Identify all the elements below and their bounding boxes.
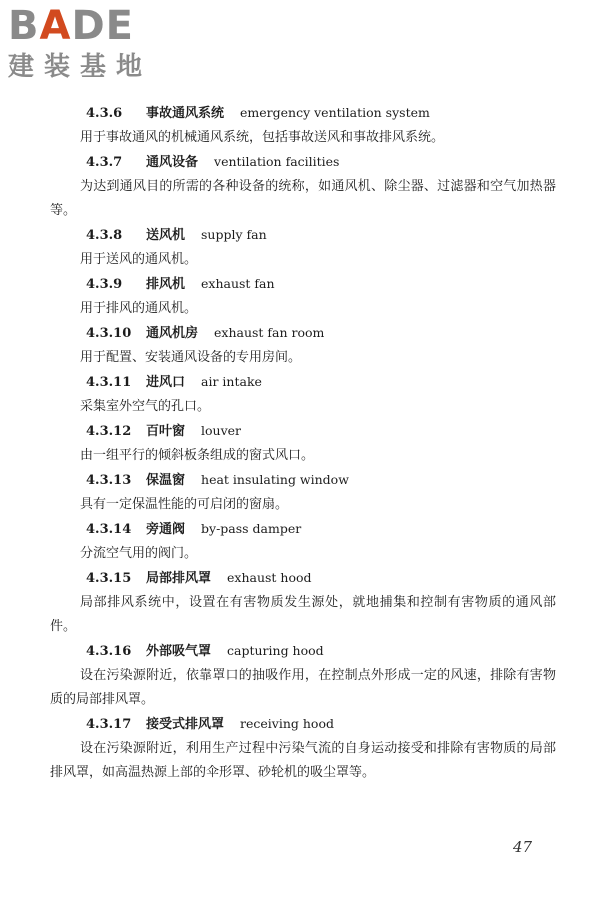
term-heading bbox=[86, 468, 556, 493]
term-definition: 用于事故通风的机械通风系统，包括事故送风和事故排风系统。 bbox=[80, 130, 445, 145]
term-chinese: 排风机 bbox=[146, 277, 186, 292]
logo-wordmark: BADE bbox=[8, 3, 134, 49]
glossary-entry bbox=[80, 517, 556, 566]
term-chinese: 事故通风系统 bbox=[146, 106, 225, 121]
term-heading bbox=[86, 639, 556, 664]
term-definition: 为达到通风目的所需的各种设备的统称，如通风机、除尘器、过滤器和空气加热器等。 bbox=[50, 179, 556, 218]
term-english: exhaust fan room bbox=[214, 325, 325, 340]
entry-number: 4.3.16 bbox=[86, 644, 132, 659]
term-chinese: 通风设备 bbox=[146, 155, 199, 170]
term-chinese: 百叶窗 bbox=[146, 424, 186, 439]
glossary-entry bbox=[80, 101, 556, 150]
page-number: 47 bbox=[513, 838, 533, 856]
term-chinese: 通风机房 bbox=[146, 326, 199, 341]
term-definition: 局部排风系统中，设置在有害物质发生源处，就地捕集和控制有害物质的通风部件。 bbox=[50, 595, 556, 634]
entry-number: 4.3.14 bbox=[86, 522, 132, 537]
term-english: louver bbox=[201, 423, 242, 438]
bade-logo bbox=[8, 4, 178, 82]
term-definition: 采集室外空气的孔口。 bbox=[80, 399, 211, 414]
glossary-entry bbox=[50, 712, 556, 785]
term-english: heat insulating window bbox=[201, 472, 349, 487]
entry-number: 4.3.6 bbox=[86, 106, 123, 121]
term-heading bbox=[86, 101, 556, 126]
term-chinese: 送风机 bbox=[146, 228, 186, 243]
entry-number: 4.3.9 bbox=[86, 277, 123, 292]
term-definition: 设在污染源附近，依靠罩口的抽吸作用，在控制点外形成一定的风速，排除有害物质的局部排风罩。 bbox=[50, 668, 556, 707]
entry-number: 4.3.11 bbox=[86, 375, 132, 390]
term-definition: 用于配置、安装通风设备的专用房间。 bbox=[80, 350, 302, 365]
glossary-entry bbox=[80, 223, 556, 272]
term-chinese: 外部吸气罩 bbox=[146, 644, 212, 659]
glossary-content bbox=[50, 101, 556, 785]
glossary-entry bbox=[50, 639, 556, 712]
glossary-entry bbox=[50, 566, 556, 639]
term-definition: 分流空气用的阀门。 bbox=[80, 546, 198, 561]
term-definition: 设在污染源附近，利用生产过程中污染气流的自身运动接受和排除有害物质的局部排风罩，如高温热源上部的伞形罩、砂轮机的吸尘罩等。 bbox=[50, 741, 556, 780]
term-english: exhaust fan bbox=[201, 276, 275, 291]
term-heading bbox=[86, 419, 556, 444]
glossary-entry bbox=[80, 419, 556, 468]
term-heading bbox=[86, 150, 556, 175]
logo-chinese-name: 建装基地 bbox=[8, 52, 153, 82]
term-chinese: 进风口 bbox=[146, 375, 186, 390]
glossary-entry bbox=[80, 272, 556, 321]
term-english: receiving hood bbox=[240, 716, 334, 731]
glossary-entry bbox=[80, 321, 556, 370]
entry-number: 4.3.17 bbox=[86, 717, 132, 732]
term-chinese: 接受式排风罩 bbox=[146, 717, 225, 732]
term-heading bbox=[86, 517, 556, 542]
term-heading bbox=[86, 370, 556, 395]
term-definition: 由一组平行的倾斜板条组成的窗式风口。 bbox=[80, 448, 315, 463]
entry-number: 4.3.15 bbox=[86, 571, 132, 586]
entry-number: 4.3.12 bbox=[86, 424, 132, 439]
term-english: ventilation facilities bbox=[214, 154, 340, 169]
term-english: air intake bbox=[201, 374, 262, 389]
term-heading bbox=[86, 566, 556, 591]
term-english: exhaust hood bbox=[227, 570, 312, 585]
term-english: capturing hood bbox=[227, 643, 324, 658]
entry-number: 4.3.7 bbox=[86, 155, 123, 170]
glossary-entry bbox=[50, 150, 556, 223]
term-definition: 具有一定保温性能的可启闭的窗扇。 bbox=[80, 497, 289, 512]
term-chinese: 保温窗 bbox=[146, 473, 186, 488]
term-chinese: 局部排风罩 bbox=[146, 571, 212, 586]
term-english: emergency ventilation system bbox=[240, 105, 430, 120]
term-heading bbox=[86, 321, 556, 346]
entry-number: 4.3.13 bbox=[86, 473, 132, 488]
term-definition: 用于送风的通风机。 bbox=[80, 252, 198, 267]
glossary-entry bbox=[80, 370, 556, 419]
glossary-entry bbox=[80, 468, 556, 517]
term-heading bbox=[86, 272, 556, 297]
term-definition: 用于排风的通风机。 bbox=[80, 301, 198, 316]
entry-number: 4.3.8 bbox=[86, 228, 123, 243]
term-chinese: 旁通阀 bbox=[146, 522, 186, 537]
term-english: by-pass damper bbox=[201, 521, 302, 536]
term-heading bbox=[86, 712, 556, 737]
term-heading bbox=[86, 223, 556, 248]
entry-number: 4.3.10 bbox=[86, 326, 132, 341]
term-english: supply fan bbox=[201, 227, 267, 242]
